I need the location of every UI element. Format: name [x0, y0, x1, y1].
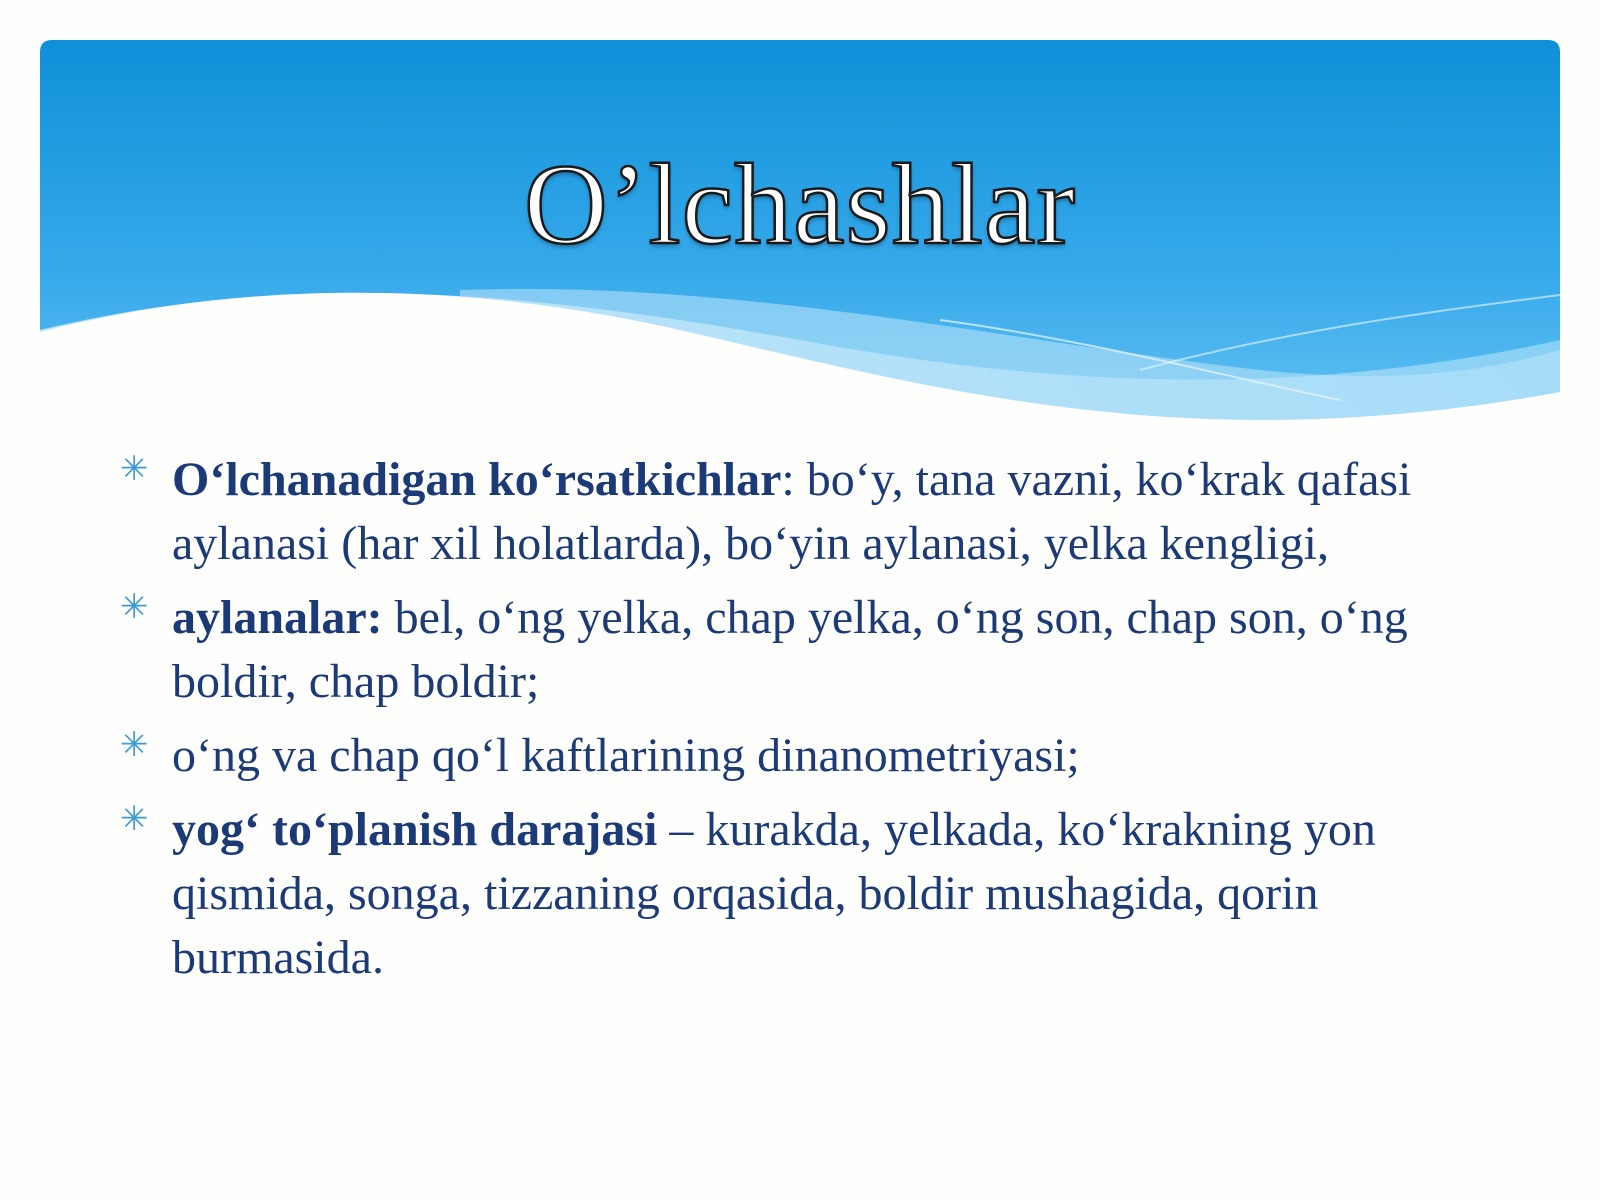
bullet-text: – kurakda, yelkada, ko‘krakning yon qismida, songa, tizzaning orqasida, boldir mushagida, qorin burmasida. [172, 803, 1376, 984]
bullet-item-dynamometry [120, 724, 1440, 788]
bullet-item-fat-level [120, 798, 1440, 990]
asterisk-icon: ✳ [120, 725, 149, 765]
bullet-bold-text: yog‘ to‘planish darajasi [172, 803, 658, 856]
bullet-text: o‘ng va chap qo‘l kaftlarining dinanometriyasi; [172, 729, 1080, 782]
bullet-item-measured-indicators [120, 448, 1440, 576]
bullet-bold-text: O‘lchanadigan ko‘rsatkichlar [172, 453, 782, 506]
asterisk-icon: ✳ [120, 799, 149, 839]
bullet-list [120, 448, 1440, 1000]
slide-title: O’lchashlar [523, 141, 1077, 269]
asterisk-icon: ✳ [120, 449, 149, 489]
asterisk-icon: ✳ [120, 587, 149, 627]
bullet-item-circumferences [120, 586, 1440, 714]
bullet-text: : bo‘y, tana vazni, ko‘krak qafasi aylanasi (har xil holatlarda), bo‘yin aylanasi, yelka kengligi, [172, 453, 1412, 570]
bullet-bold-text: aylanalar: [172, 591, 383, 644]
bullet-text: bel, o‘ng yelka, chap yelka, o‘ng son, chap son, o‘ng boldir, chap boldir; [172, 591, 1408, 708]
